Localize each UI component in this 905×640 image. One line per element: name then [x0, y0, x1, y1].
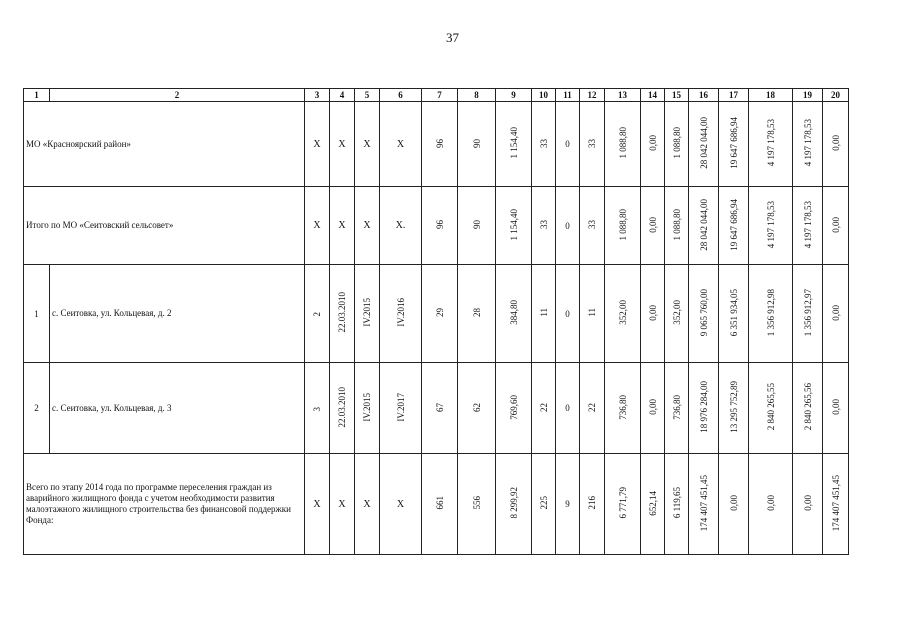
- table-cell: [793, 187, 823, 265]
- col-header: 11: [556, 89, 580, 102]
- cell-text: 384,80: [508, 300, 519, 325]
- table-cell: [532, 187, 556, 265]
- cell-text: 22: [538, 402, 549, 412]
- table-cell: [580, 265, 605, 363]
- cell-text: IV.2015: [362, 392, 372, 422]
- table-cell: [380, 265, 422, 363]
- cell-text: 0,00: [802, 495, 813, 511]
- cell-text: 19 647 686,94: [728, 117, 739, 169]
- table-cell: [641, 265, 665, 363]
- cell-text: 0,00: [830, 135, 841, 151]
- cell-text: 1 088,80: [617, 127, 628, 159]
- resettlement-table: [23, 88, 849, 555]
- cell-text: 90: [471, 138, 482, 148]
- cell-text: 4 197 178,53: [765, 200, 776, 249]
- table-cell: [496, 102, 532, 187]
- table-cell: [665, 454, 689, 555]
- table-cell: [823, 187, 849, 265]
- table-cell: [355, 265, 380, 363]
- cell-text: IV.2016: [395, 298, 406, 327]
- col-header: 4: [330, 89, 355, 102]
- table-cell: [823, 454, 849, 555]
- table-cell: [580, 102, 605, 187]
- cell-text: 33: [538, 138, 549, 148]
- table-cell: [532, 265, 556, 363]
- row-number: 2: [24, 363, 50, 454]
- header-row: [24, 89, 849, 102]
- table-cell: X.: [380, 187, 422, 265]
- table-cell: [641, 363, 665, 454]
- table-cell: [496, 454, 532, 555]
- table-cell: [749, 265, 793, 363]
- col-header: 5: [355, 89, 380, 102]
- table-cell: X: [380, 454, 422, 555]
- cell-text: 352,00: [617, 300, 628, 325]
- table-cell: X: [305, 102, 330, 187]
- cell-text: 0,00: [830, 304, 841, 321]
- table-cell: [641, 187, 665, 265]
- table-cell: [458, 265, 496, 363]
- table-cell: [719, 363, 749, 454]
- col-header: 20: [823, 89, 849, 102]
- col-header: 19: [793, 89, 823, 102]
- col-header: 14: [641, 89, 665, 102]
- table-cell: [580, 363, 605, 454]
- cell-text: 174 407 451,45: [830, 474, 841, 532]
- table-cell: [719, 102, 749, 187]
- col-header: 13: [605, 89, 641, 102]
- table-cell: [641, 454, 665, 555]
- table-cell: [496, 187, 532, 265]
- table-cell: [532, 102, 556, 187]
- cell-text: IV.2017: [395, 392, 406, 422]
- table-cell: [689, 454, 719, 555]
- table-cell: [422, 102, 458, 187]
- cell-text: 13 295 752,89: [728, 381, 739, 433]
- cell-text: 4 197 178,53: [802, 200, 813, 249]
- table-cell: [496, 265, 532, 363]
- cell-text: 2 840 265,55: [765, 383, 776, 431]
- cell-text: 1 088,80: [671, 127, 682, 159]
- table-row: [24, 102, 849, 187]
- table-cell: [496, 363, 532, 454]
- table-row: [24, 454, 849, 555]
- col-header: 12: [580, 89, 605, 102]
- cell-text: 174 407 451,45: [698, 474, 709, 532]
- table-cell: X: [355, 187, 380, 265]
- table-cell: [793, 454, 823, 555]
- cell-text: 18 976 284,00: [698, 381, 709, 433]
- cell-text: 556: [471, 496, 482, 510]
- cell-text: 19 647 686,94: [728, 198, 739, 251]
- table-cell: [749, 363, 793, 454]
- col-header: 17: [719, 89, 749, 102]
- table-cell: [605, 187, 641, 265]
- table-cell: 0: [556, 265, 580, 363]
- cell-text: 11: [587, 308, 597, 317]
- cell-text: 28: [471, 308, 482, 317]
- cell-text: 0,00: [647, 135, 658, 151]
- cell-text: 6 119,65: [671, 487, 682, 519]
- cell-text: 1 154,40: [508, 127, 519, 159]
- cell-text: 1 356 912,97: [802, 288, 813, 337]
- cell-text: 22.03.2010: [337, 292, 347, 333]
- table-cell: X: [355, 102, 380, 187]
- cell-text: 3: [312, 406, 322, 411]
- cell-text: 33: [538, 220, 549, 229]
- row-label: Итого по МО «Сеитовский сельсовет»: [24, 187, 305, 265]
- table-cell: [793, 102, 823, 187]
- row-label: с. Сеитовка, ул. Кольцевая, д. 2: [50, 265, 305, 363]
- col-header: 6: [380, 89, 422, 102]
- table-cell: X: [305, 187, 330, 265]
- table-cell: [823, 265, 849, 363]
- table-cell: [380, 363, 422, 454]
- table-cell: [665, 187, 689, 265]
- table-cell: [749, 454, 793, 555]
- cell-text: 0,00: [830, 216, 841, 233]
- table-cell: [749, 187, 793, 265]
- col-header: 18: [749, 89, 793, 102]
- table-cell: [793, 363, 823, 454]
- cell-text: 1 088,80: [671, 208, 682, 241]
- table-cell: [689, 102, 719, 187]
- table-cell: [580, 454, 605, 555]
- col-header: 15: [665, 89, 689, 102]
- table-cell: [605, 265, 641, 363]
- table-cell: [305, 363, 330, 454]
- col-header: 9: [496, 89, 532, 102]
- cell-text: 661: [434, 496, 445, 510]
- table-cell: [719, 265, 749, 363]
- cell-text: 22: [587, 402, 597, 412]
- cell-text: 28 042 044,00: [698, 198, 709, 251]
- cell-text: 0,00: [647, 304, 658, 321]
- cell-text: 0,00: [728, 495, 739, 511]
- table-cell: [605, 363, 641, 454]
- col-header: 16: [689, 89, 719, 102]
- cell-text: 6 771,79: [617, 487, 628, 519]
- table-cell: [605, 102, 641, 187]
- cell-text: 4 197 178,53: [802, 119, 813, 167]
- table-cell: [458, 187, 496, 265]
- table-cell: [689, 265, 719, 363]
- table-cell: [580, 187, 605, 265]
- table-cell: [641, 102, 665, 187]
- cell-text: 4 197 178,53: [765, 119, 776, 167]
- cell-text: 33: [587, 220, 597, 229]
- cell-text: 28 042 044,00: [698, 117, 709, 169]
- cell-text: 736,80: [617, 394, 628, 420]
- table-cell: [665, 265, 689, 363]
- cell-text: 9 065 760,00: [698, 288, 709, 337]
- col-header: 8: [458, 89, 496, 102]
- table-cell: [330, 265, 355, 363]
- col-header: 7: [422, 89, 458, 102]
- cell-text: 769,60: [508, 394, 519, 420]
- cell-text: 8 299,92: [508, 487, 519, 519]
- row-label: МО «Красноярский район»: [24, 102, 305, 187]
- col-header: 2: [50, 89, 305, 102]
- cell-text: 225: [538, 496, 549, 510]
- cell-text: 90: [471, 220, 482, 229]
- table-cell: X: [380, 102, 422, 187]
- table-cell: [823, 363, 849, 454]
- col-header: 1: [24, 89, 50, 102]
- table-row: [24, 363, 849, 454]
- table-cell: [665, 363, 689, 454]
- cell-text: 1 088,80: [617, 208, 628, 241]
- cell-text: 0,00: [647, 399, 658, 415]
- table-cell: [689, 363, 719, 454]
- table-cell: 9: [556, 454, 580, 555]
- page-number: 37: [446, 30, 459, 45]
- table-cell: 0: [556, 187, 580, 265]
- table-cell: [823, 102, 849, 187]
- table-cell: [330, 363, 355, 454]
- row-label: Всего по этапу 2014 года по программе переселения граждан из аварийного жилищного фонда с учетом необходимости развития малоэтажного жилищного строительства без финансовой поддержки Фонда:: [24, 454, 305, 555]
- cell-text: 96: [434, 220, 445, 229]
- col-header: 3: [305, 89, 330, 102]
- table-cell: [422, 265, 458, 363]
- cell-text: 0,00: [647, 216, 658, 233]
- table-cell: [422, 187, 458, 265]
- table-cell: 0: [556, 363, 580, 454]
- cell-text: IV.2015: [362, 298, 372, 327]
- table-cell: X: [330, 187, 355, 265]
- table-cell: X: [305, 454, 330, 555]
- cell-text: 67: [434, 402, 445, 412]
- cell-text: 2: [312, 312, 322, 317]
- table-cell: [793, 265, 823, 363]
- table-cell: [719, 187, 749, 265]
- cell-text: 22.03.2010: [337, 386, 347, 428]
- table-cell: 0: [556, 102, 580, 187]
- cell-text: 1 356 912,98: [765, 288, 776, 337]
- table-cell: [749, 102, 793, 187]
- cell-text: 33: [587, 138, 597, 148]
- cell-text: 96: [434, 138, 445, 148]
- table-cell: X: [330, 102, 355, 187]
- table-cell: [458, 363, 496, 454]
- table-cell: [458, 454, 496, 555]
- col-header: 10: [532, 89, 556, 102]
- table-row: [24, 187, 849, 265]
- cell-text: 652,14: [647, 490, 658, 516]
- table-cell: [422, 454, 458, 555]
- table-cell: X: [355, 454, 380, 555]
- table-row: [24, 265, 849, 363]
- cell-text: 62: [471, 402, 482, 412]
- table-cell: X: [330, 454, 355, 555]
- row-label: с. Сеитовка, ул. Кольцевая, д. 3: [50, 363, 305, 454]
- cell-text: 11: [538, 308, 549, 317]
- cell-text: 352,00: [671, 300, 682, 325]
- row-number: 1: [24, 265, 50, 363]
- table-cell: [532, 363, 556, 454]
- table-cell: [605, 454, 641, 555]
- cell-text: 6 351 934,05: [728, 288, 739, 337]
- table-cell: [689, 187, 719, 265]
- cell-text: 0,00: [830, 399, 841, 415]
- table-cell: [422, 363, 458, 454]
- table-cell: [532, 454, 556, 555]
- cell-text: 216: [587, 496, 597, 510]
- table-cell: [719, 454, 749, 555]
- table-cell: [305, 265, 330, 363]
- table-cell: [355, 363, 380, 454]
- cell-text: 29: [434, 308, 445, 317]
- cell-text: 0,00: [765, 495, 776, 511]
- table-cell: [665, 102, 689, 187]
- cell-text: 1 154,40: [508, 208, 519, 241]
- table-cell: [458, 102, 496, 187]
- cell-text: 736,80: [671, 394, 682, 420]
- cell-text: 2 840 265,56: [802, 383, 813, 431]
